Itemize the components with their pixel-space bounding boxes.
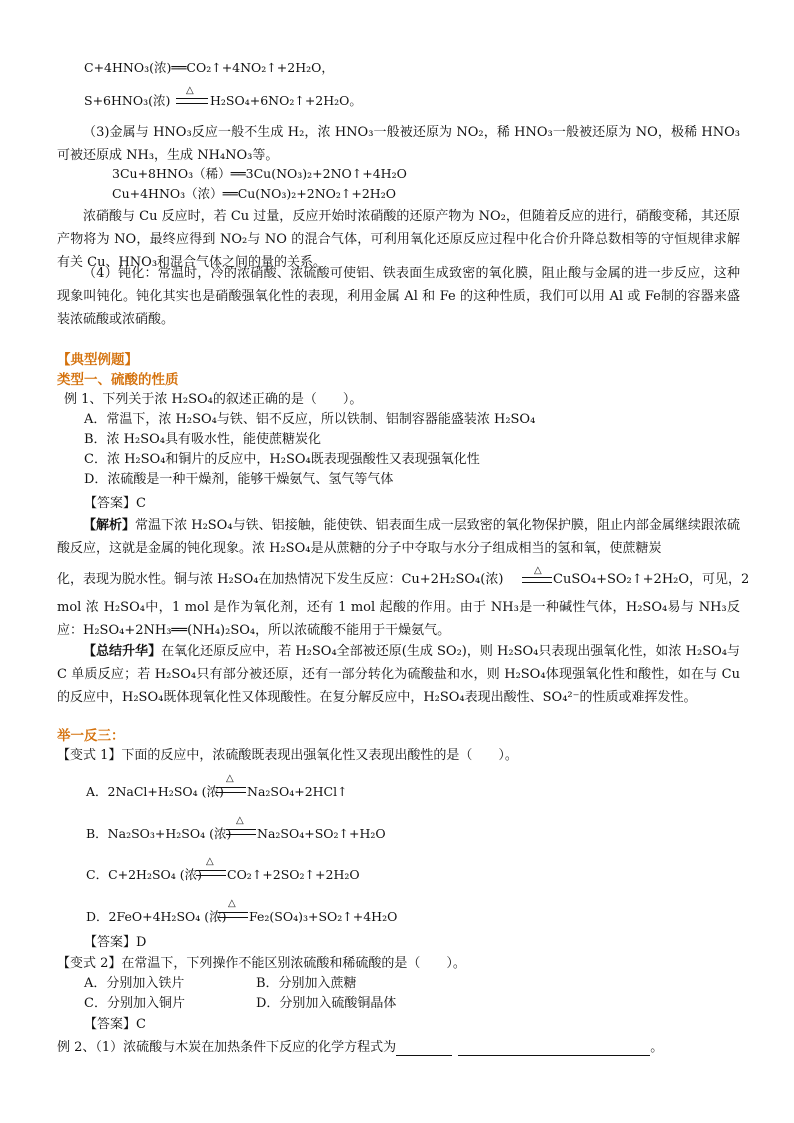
equals-sign	[226, 829, 256, 835]
variant1-option-a-rhs: Na₂SO₄+2HCl↑	[247, 784, 348, 799]
heat-symbol: △	[206, 856, 214, 867]
heat-symbol: △	[186, 85, 194, 96]
example2-end: 。	[650, 1040, 664, 1055]
heat-symbol: △	[228, 898, 236, 909]
summary-tag: 【总结升华】	[83, 644, 162, 659]
equals-sign	[216, 787, 246, 793]
equation-c-hno3: C+4HNO₃(浓)══CO₂↑+4NO₂↑+2H₂O，	[84, 60, 334, 75]
paragraph-passivation: （4）钝化：常温时，冷的浓硝酸、浓硫酸可使铝、铁表面生成致密的氧化膜，阻止酸与金属的进一步反应，这种现象叫钝化。钝化其实也是硝酸强氧化性的表现，利用金属 Al 和 Fe 的这种性质，我们可以用 Al 或 Fe制的容器来盛装浓硫酸或浓硝酸。	[57, 266, 740, 327]
heat-symbol: △	[534, 565, 542, 576]
variant2-answer: 【答案】C	[84, 1017, 146, 1032]
variant1-question: 【变式 1】下面的反应中，浓硫酸既表现出强氧化性又表现出酸性的是（ ）。	[57, 748, 518, 763]
analysis-text-1: 常温下浓 H₂SO₄与铁、铝接触，能使铁、铝表面生成一层致密的氧化物保护膜，阻止内部金属继续跟浓硫酸反应，这就是金属的钝化现象。浓 H₂SO₄是从蔗糖的分子中夺取与水分子组成相当的氢和氧，使蔗糖炭	[57, 518, 740, 556]
equation-s-hno3-lhs: S+6HNO₃(浓)	[84, 93, 171, 108]
answer-blank[interactable]	[458, 1041, 650, 1056]
heat-symbol: △	[226, 773, 234, 784]
variant2-option-b: B．分别加入蔗糖	[256, 976, 357, 991]
equals-sign	[218, 912, 248, 918]
example1-option-d: D．浓硫酸是一种干燥剂，能够干燥氨气、氢气等气体	[84, 472, 394, 487]
variant2-option-d: D．分别加入硫酸铜晶体	[256, 996, 397, 1011]
variant1-option-c-rhs: CO₂↑+2SO₂↑+2H₂O	[227, 867, 360, 882]
paragraph-cu-reaction: 浓硝酸与 Cu 反应时，若 Cu 过量，反应开始时浓硝酸的还原产物为 NO₂，但随着反应的进行，硝酸变稀，其还原产物将为 NO，最终应得到 NO₂与 NO 的混合气体，可利用氧化还原反应过程中化合价升降总数相等的守恒规律求解有关 Cu、HNO₃和混合气体之间的量的关系。	[57, 209, 740, 270]
equals-sign	[176, 98, 208, 104]
variant1-option-b-rhs: Na₂SO₄+SO₂↑+H₂O	[257, 826, 386, 841]
heat-symbol: △	[236, 815, 244, 826]
typical-examples-heading: 【典型例题】	[57, 352, 138, 368]
example1-option-b: B．浓 H₂SO₄具有吸水性，能使蔗糖炭化	[84, 432, 322, 447]
example2-question	[57, 1040, 663, 1056]
variant1-option-c-lhs: C．C+2H₂SO₄ (浓)	[86, 867, 203, 882]
variant1-answer: 【答案】D	[84, 935, 147, 950]
example1-answer: 【答案】C	[84, 496, 146, 511]
equals-sign	[522, 577, 552, 583]
example1-summary	[57, 640, 740, 709]
variant2-option-a: A．分别加入铁片	[84, 976, 185, 991]
example1-question: 例 1、下列关于浓 H₂SO₄的叙述正确的是（ ）。	[64, 392, 363, 407]
example1-option-c: C．浓 H₂SO₄和铜片的反应中，H₂SO₄既表现强酸性又表现强氧化性	[84, 452, 480, 467]
example1-option-a: A．常温下，浓 H₂SO₄与铁、铝不反应，所以铁制、铝制容器能盛装浓 H₂SO₄	[84, 412, 536, 427]
variant1-option-a-lhs: A．2NaCl+H₂SO₄ (浓)	[86, 784, 224, 799]
equation-cu-conc-hno3: Cu+4HNO₃（浓）══Cu(NO₃)₂+2NO₂↑+2H₂O	[112, 186, 396, 201]
variant2-option-c: C．分别加入铜片	[84, 996, 185, 1011]
variant1-option-d-rhs: Fe₂(SO₄)₃+SO₂↑+4H₂O	[249, 909, 398, 924]
variant2-question: 【变式 2】在常温下，下列操作不能区别浓硫酸和稀硫酸的是（ ）。	[57, 956, 466, 971]
summary-text: 在氧化还原反应中，若 H₂SO₄全部被还原(生成 SO₂)，则 H₂SO₄只表现出强氧化性，如浓 H₂SO₄与 C 单质反应；若 H₂SO₄只有部分被还原，还有一部分转化为硫酸盐和水，则 H₂SO₄体现强氧化性和酸性，如在与 Cu 的反应中，H₂SO₄既体现氧化性又体现酸性。在复分解反应中，H₂SO₄表现出酸性、SO₄²⁻的性质或难挥发性。	[57, 644, 740, 705]
type-one-heading: 类型一、硫酸的性质	[57, 372, 179, 388]
variant1-option-d-lhs: D．2FeO+4H₂SO₄ (浓)	[86, 909, 227, 924]
example1-options	[84, 410, 535, 490]
analysis-line-2-rhs: CuSO₄+SO₂↑+2H₂O，可见，2	[553, 572, 750, 587]
analysis-line-3: mol 浓 H₂SO₄中，1 mol 是作为氧化剂，还有 1 mol 起酸的作用。由于 NH₃是一种碱性气体，H₂SO₄易与 NH₃反应：H₂SO₄+2NH₃══(NH₄)₂SO₄，所以浓硫酸不能用于干燥氨气。	[57, 600, 740, 638]
analysis-tag: 【解析】	[83, 518, 136, 533]
equation-s-hno3-rhs: H₂SO₄+6NO₂↑+2H₂O。	[210, 93, 362, 108]
answer-blank[interactable]	[396, 1041, 452, 1056]
example1-analysis	[57, 514, 740, 560]
analysis-line-2-lhs: 化，表现为脱水性。铜与浓 H₂SO₄在加热情况下发生反应：Cu+2H₂SO₄(浓)	[57, 572, 504, 587]
paragraph-metal-hno3: （3)金属与 HNO₃反应一般不生成 H₂，浓 HNO₃一般被还原为 NO₂，稀 HNO₃一般被还原为 NO，极稀 HNO₃可被还原成 NH₃，生成 NH₄NO₃等。	[57, 125, 740, 163]
equation-cu-dilute-hno3: 3Cu+8HNO₃（稀）══3Cu(NO₃)₂+2NO↑+4H₂O	[112, 166, 407, 181]
example2-question-text: 例 2、（1）浓硫酸与木炭在加热条件下反应的化学方程式为	[57, 1040, 397, 1055]
practice-heading: 举一反三：	[57, 728, 125, 744]
variant1-option-b-lhs: B．Na₂SO₃+H₂SO₄ (浓)	[86, 826, 232, 841]
equals-sign	[196, 870, 226, 876]
